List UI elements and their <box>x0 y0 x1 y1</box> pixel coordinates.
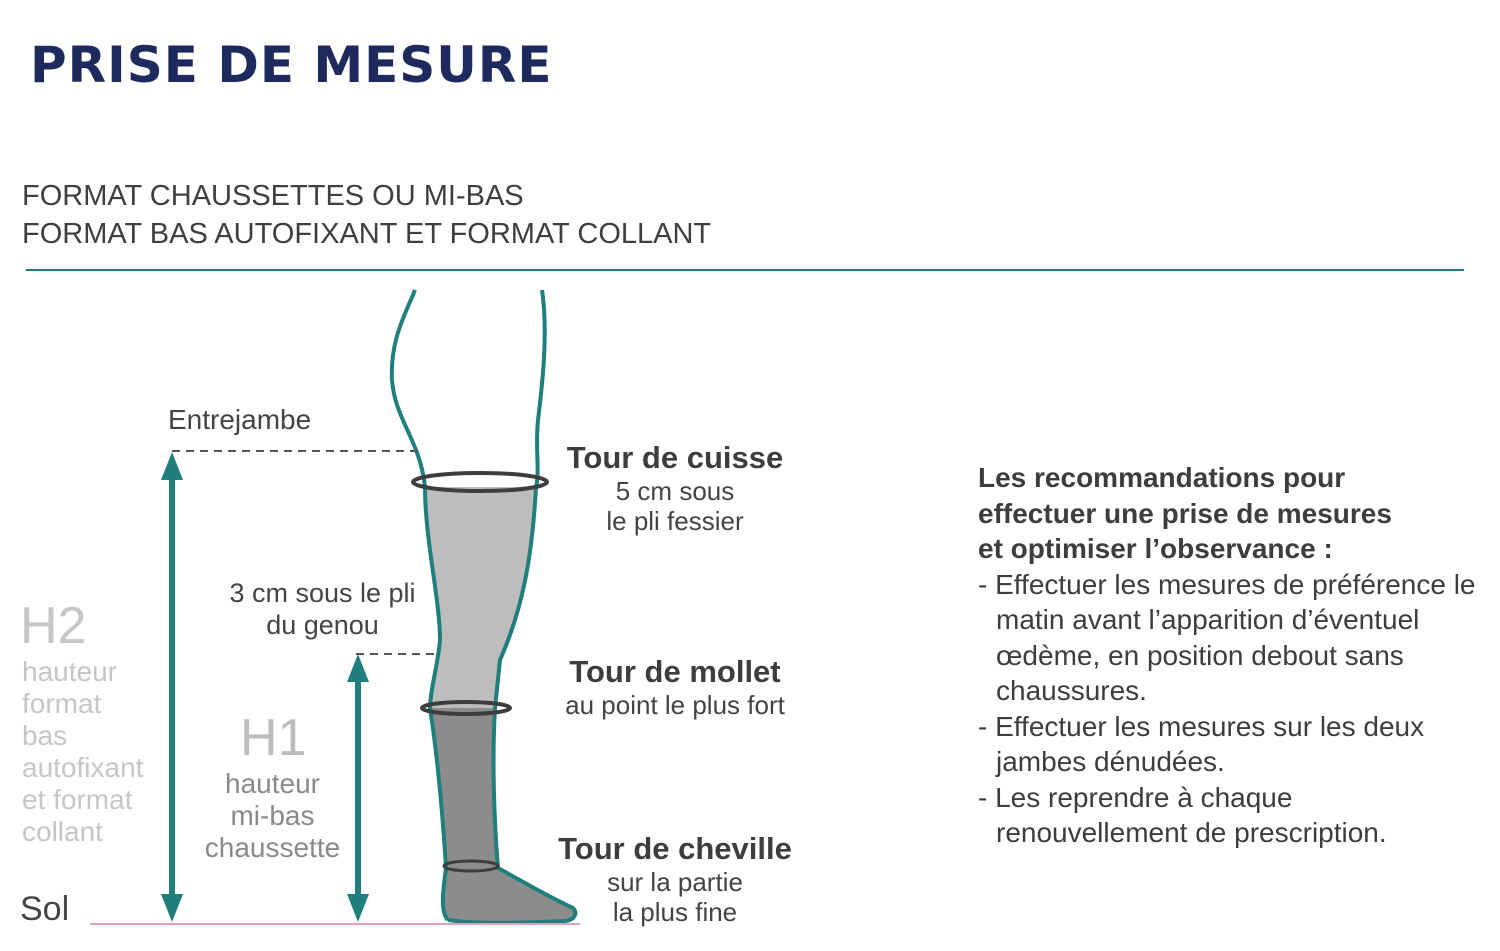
h2-line: format <box>22 688 102 719</box>
measure-cheville-line-2: la plus fine <box>612 897 738 927</box>
h2-description <box>22 656 143 848</box>
knee-line-2: du genou <box>266 610 379 640</box>
h1-line: chaussette <box>204 832 341 863</box>
h1-label: H1 <box>240 709 307 767</box>
page-title: PRISE DE MESURE <box>30 36 553 94</box>
h2-arrow <box>161 452 183 922</box>
entrejambe-label: Entrejambe <box>168 404 312 435</box>
recommendation-item: - Effectuer les mesures de préférence le matin avant l’apparition d’éventuel œdème, en position debout sans chaussures. <box>978 568 1476 706</box>
measure-cuisse-line-1: 5 cm sous <box>615 476 735 506</box>
measure-cuisse-title: Tour de cuisse <box>566 440 784 475</box>
h1-line: mi-bas <box>230 800 315 831</box>
recommendations-title-3: et optimiser l’observance : <box>978 533 1333 564</box>
h2-line: hauteur <box>22 656 117 687</box>
h2-line: collant <box>22 816 103 847</box>
measure-mollet-title: Tour de mollet <box>569 654 781 689</box>
measure-cheville-title: Tour de cheville <box>558 831 792 866</box>
measure-cheville <box>545 831 805 927</box>
measure-cuisse-line-2: le pli fessier <box>606 506 744 536</box>
h2-line: et format <box>22 784 133 815</box>
subtitle-line-1: FORMAT CHAUSSETTES OU MI-BAS <box>22 180 524 212</box>
knee-line-1: 3 cm sous le pli <box>229 578 416 608</box>
recommendations-title-2: effectuer une prise de mesures <box>978 497 1392 529</box>
recommendation-item: - Effectuer les mesures sur les deux jambes dénudées. <box>978 710 1425 777</box>
measure-cheville-line-1: sur la partie <box>607 867 743 897</box>
h2-line: bas <box>22 720 68 751</box>
h1-line: hauteur <box>225 768 320 799</box>
sol-label: Sol <box>20 890 70 928</box>
knee-reference-label <box>200 577 445 641</box>
measure-mollet-line-1: au point le plus fort <box>565 690 785 720</box>
subtitle-line-2: FORMAT BAS AUTOFIXANT ET FORMAT COLLANT <box>22 218 712 250</box>
recommendations-panel <box>978 460 1478 851</box>
h2-line: autofixant <box>22 752 144 783</box>
h1-arrow <box>347 654 369 922</box>
h1-description <box>195 768 350 864</box>
measure-cuisse <box>545 440 805 536</box>
h2-label: H2 <box>20 597 87 655</box>
recommendations-title-1: Les recommandations pour <box>978 462 1346 493</box>
recommendation-item: - Les reprendre à chaque renouvellement de prescription. <box>978 781 1387 848</box>
measure-mollet <box>545 654 805 720</box>
